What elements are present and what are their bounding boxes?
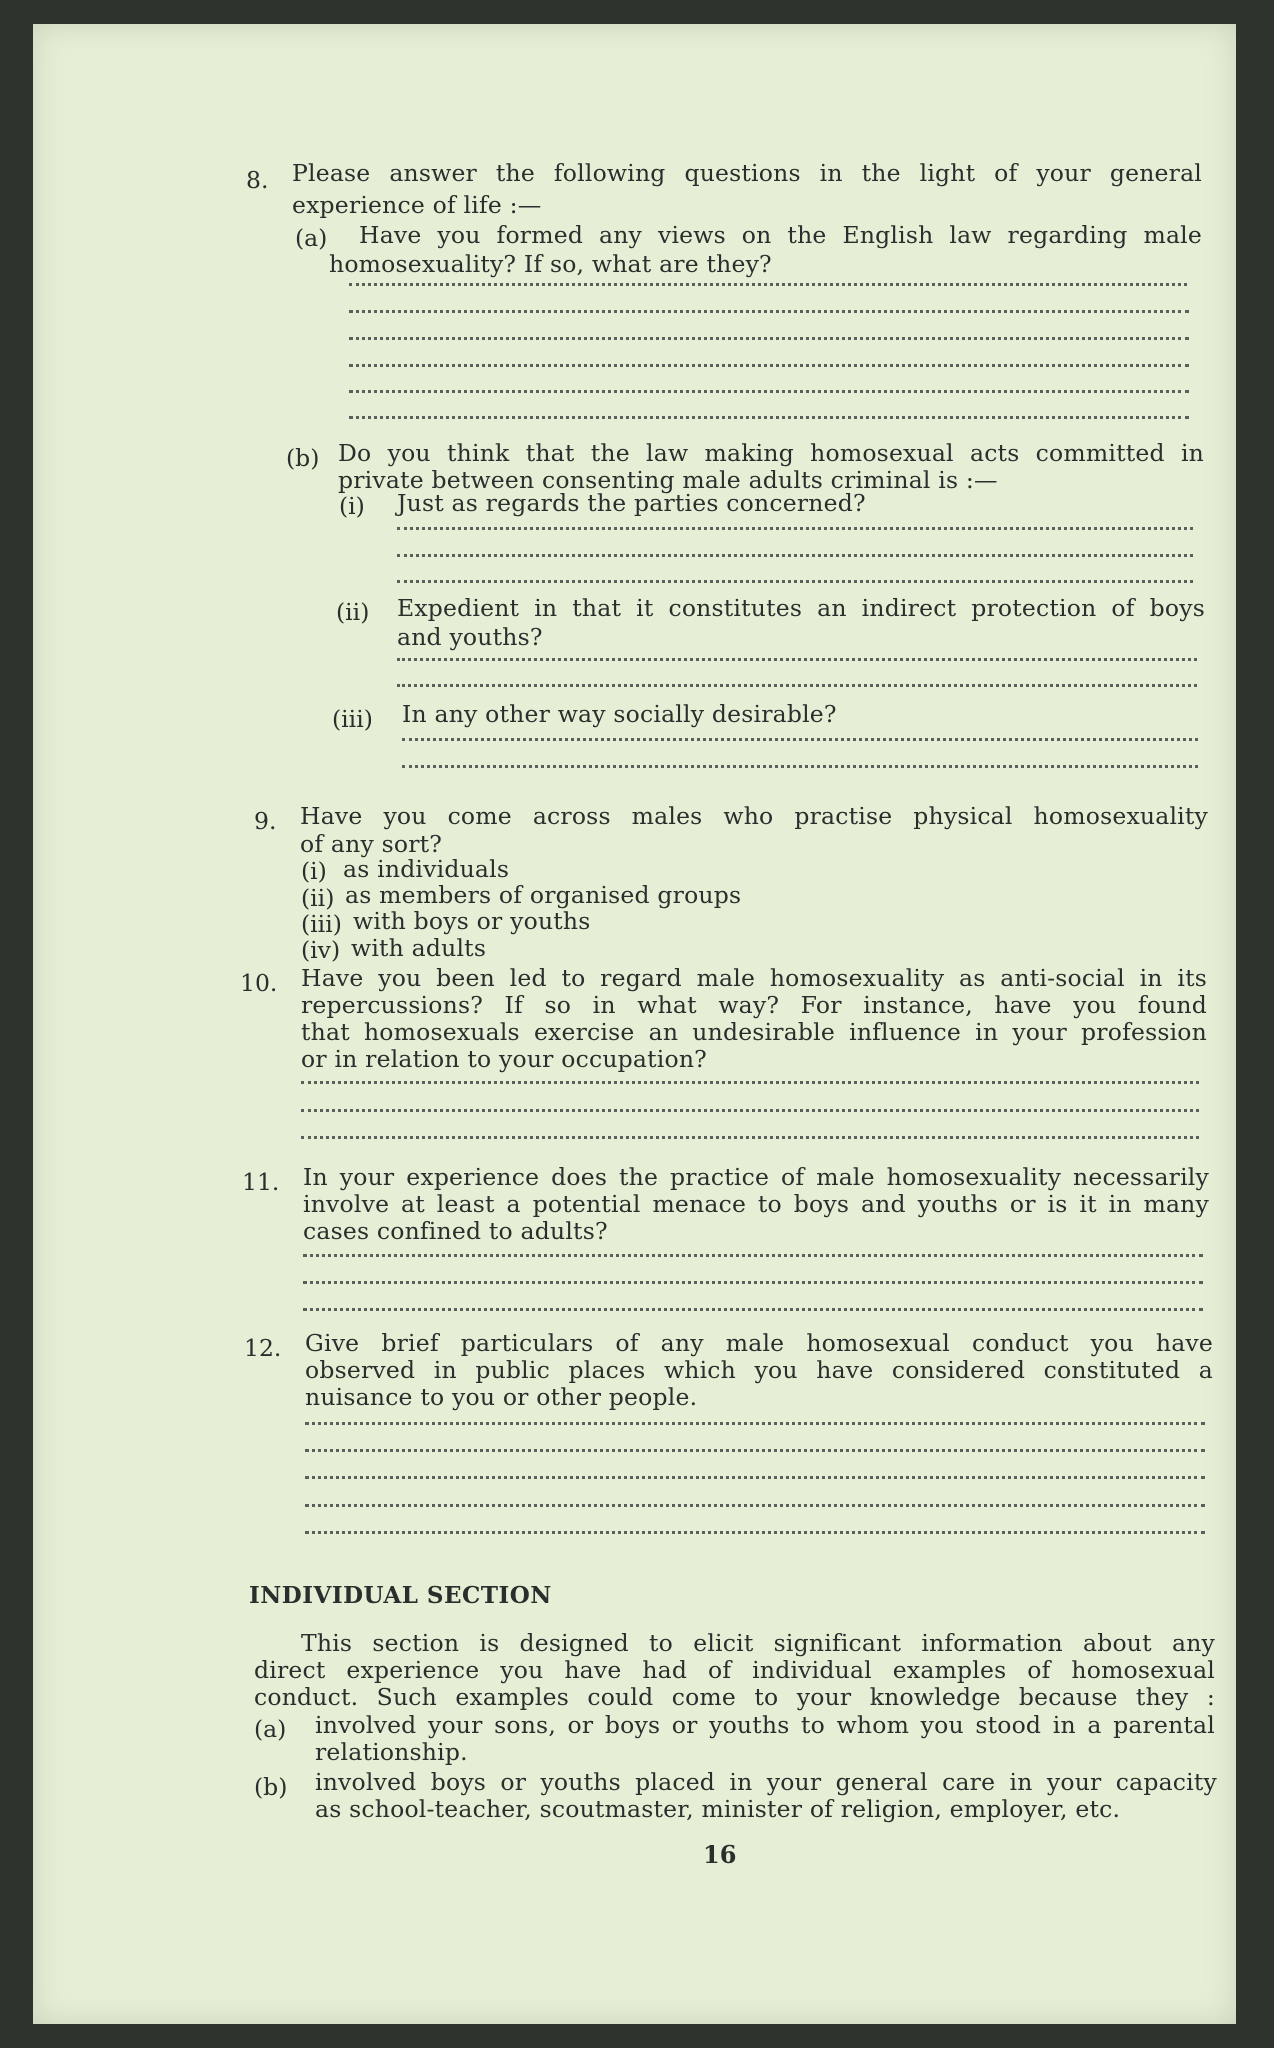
answer-line[interactable] [397,554,1193,557]
individual-a-label: (a) [254,1715,287,1743]
question-9-item-text: with adults [351,934,487,962]
question-8b-text-line-1: Do you think that the law making homosexual acts committed in [338,439,1204,467]
question-10-number: 10. [240,969,278,997]
question-9-text-line-1: Have you come across males who practise physical homosexuality [300,802,1208,830]
answer-line[interactable] [397,658,1197,661]
question-8bii-text-line-1: Expedient in that it constitutes an indirect protection of boys [397,594,1205,622]
question-9-item-text: as individuals [343,855,510,883]
answer-line[interactable] [397,684,1197,687]
question-8a-label: (a) [295,224,328,252]
answer-line[interactable] [349,416,1189,419]
section-heading: INDIVIDUAL SECTION [249,1582,552,1609]
question-9-number: 9. [254,807,277,835]
answer-line[interactable] [397,527,1193,530]
question-8biii-label: (iii) [332,705,373,733]
individual-b-text-line-1: involved boys or youths placed in your general care in your capacity [315,1768,1217,1796]
intro-paragraph-line-3: conduct. Such examples could come to your knowledge because they : [254,1683,1215,1711]
page-number: 16 [703,1840,737,1869]
question-10-text-line-3: that homosexuals exercise an undesirable influence in your profession [301,1018,1207,1046]
question-12-text-line-2: observed in public places which you have considered constituted a [305,1356,1213,1384]
question-11-text-line-2: involve at least a potential menace to boys and youths or is it in many [303,1190,1209,1218]
answer-line[interactable] [305,1531,1205,1534]
question-8bi-text: Just as regards the parties concerned? [397,489,866,517]
question-11-text-line-1: In your experience does the practice of male homosexuality necessarily [303,1163,1209,1191]
question-8bii-label: (ii) [336,598,370,626]
answer-line[interactable] [397,580,1193,583]
answer-line[interactable] [349,283,1187,286]
answer-line[interactable] [349,390,1189,393]
question-9-text-line-2: of any sort? [300,830,443,858]
question-8b-text-line-2: private between consenting male adults criminal is :— [338,466,998,494]
answer-line[interactable] [305,1476,1205,1479]
question-9-item-label: (ii) [301,884,335,912]
answer-line[interactable] [305,1422,1205,1425]
question-8a-text-line-1: Have you formed any views on the English law regarding male [359,221,1202,249]
question-12-text-line-1: Give brief particulars of any male homosexual conduct you have [305,1329,1213,1357]
question-9-item-label: (iii) [301,910,342,938]
question-9-item-text: as members of organised groups [345,881,742,909]
answer-line[interactable] [303,1308,1203,1311]
question-9-item-text: with boys or youths [353,907,591,935]
answer-line[interactable] [402,738,1198,741]
question-11-number: 11. [242,1168,280,1196]
answer-line[interactable] [305,1449,1205,1452]
answer-line[interactable] [301,1081,1199,1084]
question-10-text-line-1: Have you been led to regard male homosexuality as anti-social in its [301,964,1207,992]
intro-paragraph-line-2: direct experience you have had of individual examples of homosexual [254,1656,1215,1684]
answer-line[interactable] [305,1504,1205,1507]
question-10-text-line-4: or in relation to your occupation? [301,1045,707,1073]
document-page [33,24,1236,2024]
question-8bi-label: (i) [339,492,365,520]
individual-b-text-line-2: as school-teacher, scoutmaster, minister of religion, employer, etc. [315,1795,1121,1823]
answer-line[interactable] [301,1109,1199,1112]
question-9-item-label: (iv) [301,936,341,964]
question-8-number: 8. [246,166,269,194]
answer-line[interactable] [303,1281,1203,1284]
answer-line[interactable] [301,1136,1199,1139]
answer-line[interactable] [303,1254,1203,1257]
answer-line[interactable] [349,364,1189,367]
question-8b-label: (b) [286,444,320,472]
question-11-text-line-3: cases confined to adults? [303,1217,608,1245]
answer-line[interactable] [402,765,1198,768]
answer-line[interactable] [349,337,1189,340]
question-9-item-label: (i) [301,857,327,885]
question-8biii-text: In any other way socially desirable? [402,700,837,728]
intro-paragraph-line-1: This section is designed to elicit significant information about any [301,1629,1215,1657]
question-8bii-text-line-2: and youths? [397,623,543,651]
question-8a-text-line-2: homosexuality? If so, what are they? [329,250,772,278]
question-8-text-line-1: Please answer the following questions in the light of your general [292,159,1202,187]
question-12-number: 12. [244,1334,282,1362]
individual-b-label: (b) [254,1773,288,1801]
individual-a-text-line-1: involved your sons, or boys or youths to whom you stood in a parental [315,1711,1215,1739]
answer-line[interactable] [349,310,1189,313]
question-12-text-line-3: nuisance to you or other people. [305,1383,698,1411]
question-10-text-line-2: repercussions? If so in what way? For instance, have you found [301,991,1207,1019]
individual-a-text-line-2: relationship. [315,1738,468,1766]
question-8-text-line-2: experience of life :— [292,191,542,219]
